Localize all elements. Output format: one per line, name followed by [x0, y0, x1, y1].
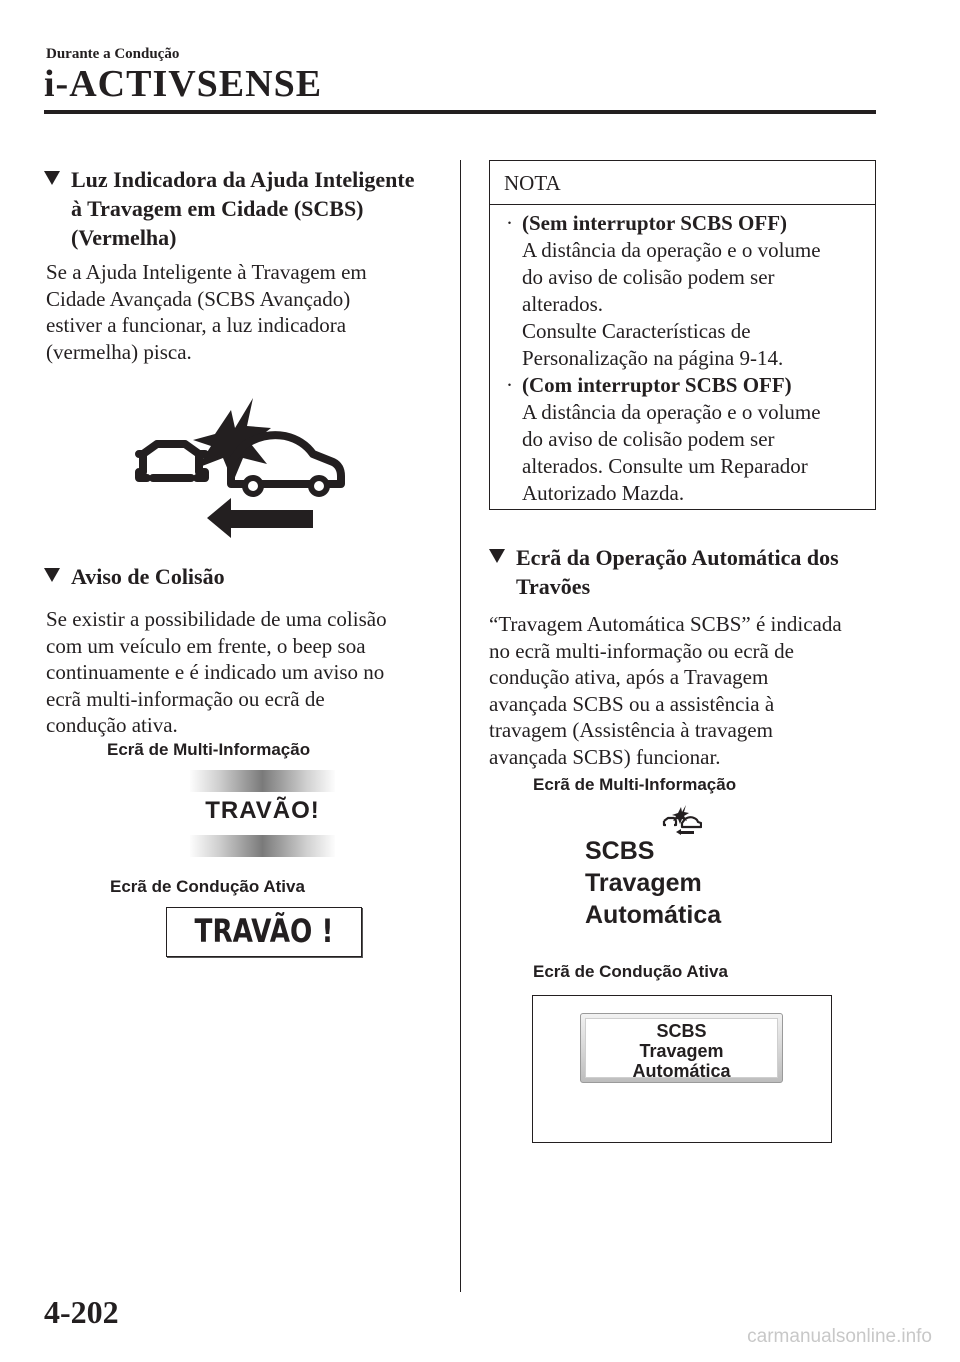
text-line: (vermelha) pisca. [46, 339, 192, 364]
text-line: travagem (Assistência à travagem [489, 718, 773, 742]
active-display-frame-right [532, 995, 832, 1143]
heading-collision-warning [44, 562, 444, 591]
message-line: Automática [632, 1061, 731, 1081]
note-box [489, 160, 876, 510]
paragraph-collision [46, 606, 456, 739]
header-rule [44, 110, 876, 114]
text-line: do aviso de colisão podem ser [522, 265, 775, 289]
text-line: Consulte Características de [522, 319, 751, 343]
multi-info-message [585, 835, 721, 931]
text-line: alterados. Consulte um Reparador [522, 454, 808, 478]
text-line: Personalização na página 9-14. [522, 346, 784, 370]
paragraph-indicator [46, 259, 446, 365]
scbs-indicator-icon [662, 805, 702, 835]
gradient-bar-top [190, 770, 335, 792]
text-line: no ecrã multi-informação ou ecrã de [489, 638, 794, 663]
active-warning: TRAVÃO ! [194, 912, 334, 950]
section-triangle-icon [489, 549, 505, 563]
page-number: 4-202 [44, 1294, 119, 1330]
note-item [506, 372, 821, 507]
bullet: · [506, 211, 513, 235]
text-line: A distância da operação e o volume [522, 238, 821, 262]
paragraph-auto-brake [489, 611, 889, 770]
text-line: Se a Ajuda Inteligente à Travagem em [46, 260, 367, 284]
active-message-panel [580, 1013, 783, 1083]
text-line: continuamente e é indicado um aviso no [46, 660, 385, 684]
note-item-title: (Sem interruptor SCBS OFF) [522, 211, 788, 235]
text-line: Cidade Avançada (SCBS Avançado) [46, 286, 351, 311]
text-line: estiver a funcionar, a luz indicadora [46, 313, 347, 337]
text-line: ecrã multi-informação ou ecrã de [46, 686, 325, 711]
heading-line: Luz Indicadora da Ajuda Inteligente [71, 167, 415, 192]
note-item [506, 210, 821, 372]
caption-active-driving: Ecrã de Condução Ativa [110, 877, 305, 896]
multi-info-warning: TRAVÃO! [205, 797, 320, 824]
message-line: SCBS [585, 837, 655, 865]
text-line: “Travagem Automática SCBS” é indicada [489, 612, 842, 636]
active-display-frame [166, 907, 362, 957]
section-triangle-icon [44, 568, 60, 582]
page-title: i-ACTIVSENSE [44, 63, 323, 105]
heading-line: à Travagem em Cidade (SCBS) [71, 196, 364, 221]
text-line: com um veículo em frente, o beep soa [46, 633, 366, 658]
text-line: do aviso de colisão podem ser [522, 427, 775, 451]
message-line: Travagem [639, 1041, 724, 1061]
text-line: Se existir a possibilidade de uma colisão [46, 607, 387, 631]
watermark: carmanualsonline.info [747, 1326, 932, 1347]
text-line: avançada SCBS ou a assistência à [489, 691, 775, 716]
text-line: A distância da operação e o volume [522, 400, 821, 424]
heading-line: Ecrã da Operação Automática dos [516, 545, 839, 570]
heading-scbs-indicator [44, 165, 444, 252]
heading-line: Aviso de Colisão [71, 564, 225, 589]
collision-warning-icon [135, 388, 345, 538]
text-line: avançada SCBS) funcionar. [489, 744, 721, 769]
section-label: Durante a Condução [46, 46, 180, 62]
message-line: Travagem [585, 869, 702, 897]
active-message-inner [585, 1018, 778, 1081]
active-message [586, 1019, 777, 1081]
heading-auto-brake-display [489, 543, 879, 601]
caption-active-driving-right: Ecrã de Condução Ativa [533, 962, 728, 981]
text-line: condução ativa. [46, 713, 178, 737]
section-triangle-icon [44, 171, 60, 185]
gradient-bar-bottom [190, 835, 335, 857]
text-line: condução ativa, após a Travagem [489, 665, 769, 689]
note-title: NOTA [504, 171, 561, 195]
heading-line: Travões [516, 574, 591, 599]
heading-line: (Vermelha) [71, 225, 177, 250]
text-line: Autorizado Mazda. [522, 481, 685, 505]
text-line: alterados. [522, 292, 604, 316]
caption-multi-info: Ecrã de Multi-Informação [107, 740, 311, 759]
message-line: SCBS [656, 1021, 707, 1041]
message-line: Automática [585, 901, 722, 929]
caption-multi-info-right: Ecrã de Multi-Informação [533, 775, 737, 794]
note-rule [490, 204, 875, 205]
bullet: · [506, 373, 513, 397]
note-item-title: (Com interruptor SCBS OFF) [522, 373, 792, 397]
column-divider [460, 160, 461, 1292]
